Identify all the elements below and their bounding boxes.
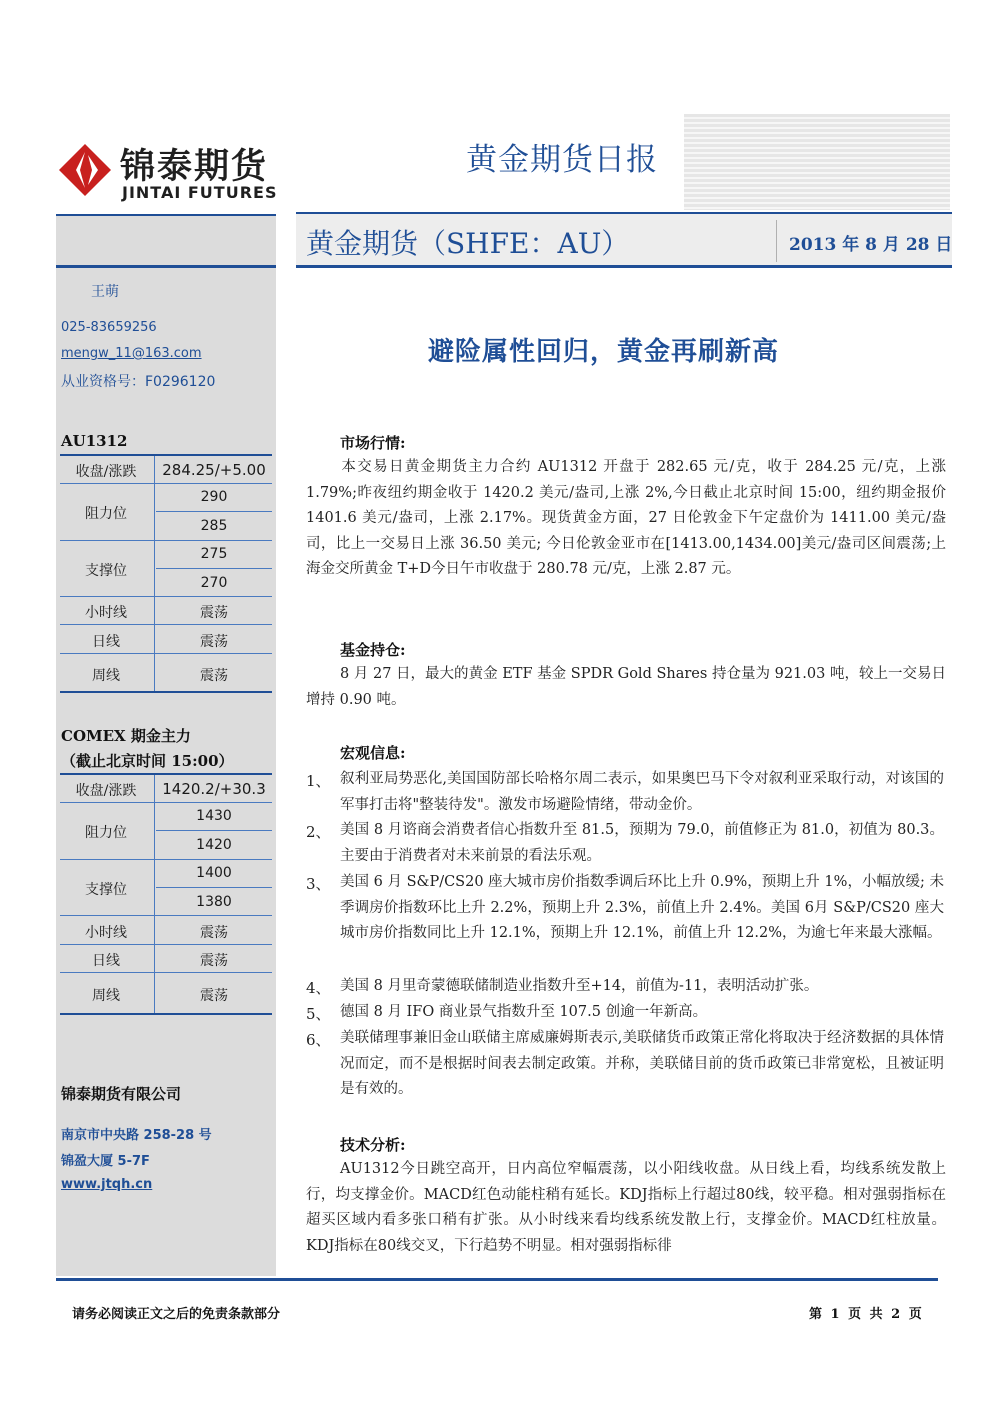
title-bar-bottom-rule xyxy=(296,265,952,268)
company-address-line1: 南京市中央路 258-28 号 xyxy=(61,1128,212,1143)
table1-rule xyxy=(60,540,272,541)
sidebar-top-rule xyxy=(56,214,276,216)
analyst-email-link[interactable]: mengw_11@163.com xyxy=(61,346,202,361)
table2-bottom-rule xyxy=(60,1013,272,1015)
company-name: 锦泰期货有限公司 xyxy=(61,1085,182,1103)
table1-resistance-2: 285 xyxy=(200,518,228,534)
table1-top-rule xyxy=(60,454,272,456)
macro-item-number: 2、 xyxy=(306,823,331,841)
logo-text-en: JINTAI FUTURES xyxy=(122,183,278,202)
section-tech-body xyxy=(306,1157,946,1261)
report-title: 黄金期货日报 xyxy=(466,142,658,178)
table1-rule xyxy=(60,596,272,597)
table2-resistance-label: 阻力位 xyxy=(85,825,127,841)
table1-weekly-label: 周线 xyxy=(92,668,120,684)
table1-support-2: 270 xyxy=(200,575,228,591)
table1-col-divider xyxy=(154,456,155,691)
macro-item-text: 美国 8 月谘商会消费者信心指数升至 81.5，预期为 79.0，前值修正为 81.0，初值为 80.3。主要由于消费者对未来前景的看法乐观。 xyxy=(340,822,944,864)
title-bar-top-rule xyxy=(296,212,952,214)
table1-hourly-label: 小时线 xyxy=(85,605,127,621)
section-macro-title: 宏观信息: xyxy=(340,744,406,762)
section-tech-title: 技术分析: xyxy=(340,1136,406,1154)
analyst-phone: 025-83659256 xyxy=(61,320,157,335)
table1-rule xyxy=(60,483,272,484)
table1-weekly-value: 震荡 xyxy=(200,668,228,684)
table1-support-label: 支撑位 xyxy=(85,563,127,579)
table2-rule xyxy=(156,830,272,831)
section-fund-text: 8 月 27 日，最大的黄金 ETF 基金 SPDR Gold Shares 持仓量为 921.03 吨，较上一交易日增持 0.90 吨。 xyxy=(306,666,946,708)
macro-item-text: 美国 6 月 S&P/CS20 座大城市房价指数季调后环比上升 0.9%，预期上升 1%，小幅放缓; 未季调房价指数环比上升 2.2%，预期上升 2.3%，前值上升 2.4%。美国 6月 S&P/CS20 座大城市房价指数同比上升 12.1%，预期上升 12.1%，前值上升 12.2%，为逾七年来最大涨幅。 xyxy=(340,874,944,942)
table2-close-value: 1420.2/+30.3 xyxy=(162,780,266,798)
macro-item-text: 美国 8 月里奇蒙德联储制造业指数升至+14，前值为-11，表明活动扩张。 xyxy=(340,978,819,994)
table2-rule xyxy=(60,944,272,945)
table1-close-label: 收盘/涨跌 xyxy=(75,464,137,480)
table2-daily-label: 日线 xyxy=(92,953,120,969)
table1-title: AU1312 xyxy=(61,432,128,450)
macro-item-text: 美联储理事兼旧金山联储主席威廉姆斯表示,美联储货币政策正常化将取决于经济数据的具体情况而定，而不是根据时间表去制定政策。并称，美联储目前的货币政策已非常宽松，且被证明是有效的。 xyxy=(340,1030,944,1098)
table2-hourly-label: 小时线 xyxy=(85,925,127,941)
report-date: 2013 年 8 月 28 日 xyxy=(789,235,953,255)
table2-support-label: 支撑位 xyxy=(85,882,127,898)
analyst-cert: 从业资格号：F0296120 xyxy=(61,374,216,390)
table1-support-1: 275 xyxy=(200,546,228,562)
section-fund-title: 基金持仓: xyxy=(340,641,406,659)
table2-daily-value: 震荡 xyxy=(200,953,228,969)
table2-hourly-value: 震荡 xyxy=(200,925,228,941)
macro-item-number: 4、 xyxy=(306,979,331,997)
table2-weekly-value: 震荡 xyxy=(200,988,228,1004)
logo-text-cn: 锦泰期货 xyxy=(120,147,269,187)
table2-weekly-label: 周线 xyxy=(92,988,120,1004)
table1-rule xyxy=(156,511,272,512)
footer-page-number: 第 1 页 共 2 页 xyxy=(809,1307,924,1322)
table2-col-divider xyxy=(154,775,155,1013)
table1-rule xyxy=(60,653,272,654)
table2-rule xyxy=(60,859,272,860)
macro-item-text: 叙利亚局势恶化,美国国防部长哈格尔周二表示，如果奥巴马下令对叙利亚采取行动，对该国的军事打击将"整装待发"。激发市场避险情绪，带动金价。 xyxy=(340,771,944,813)
product-title: 黄金期货（SHFE：AU） xyxy=(306,227,630,260)
article-headline: 避险属性回归，黄金再刷新高 xyxy=(428,337,780,367)
table1-daily-value: 震荡 xyxy=(200,634,228,650)
company-address-line2: 锦盈大厦 5-7F xyxy=(61,1154,150,1169)
table2-resistance-2: 1420 xyxy=(196,837,232,853)
table2-top-rule xyxy=(60,773,272,775)
table1-close-value: 284.25/+5.00 xyxy=(162,461,266,479)
section-market-text: 本交易日黄金期货主力合约 AU1312 开盘于 282.65 元/克，收于 284.25 元/克，上涨 1.79%;昨夜纽约期金收于 1420.2 美元/盎司,上涨 2%,今日截止北京时间 15:00，纽约期金报价 1401.6 美元/盎司，上涨 2.17%。现货黄金方面，27 日伦敦金下午定盘价为 1411.00 美元/盎司，比上一交易日上涨 36.50 美元; 今日伦敦金亚市在[1413.00,1434.00]美元/盎司区间震荡;上海金交所黄金 T+D今日午市收盘于 280.78 元/克，上涨 2.87 元。 xyxy=(306,459,946,578)
macro-item-number: 1、 xyxy=(306,772,331,790)
header-decoration xyxy=(684,114,950,210)
table2-subtitle: （截止北京时间 15:00） xyxy=(61,752,234,770)
logo-diamond-icon xyxy=(58,143,112,197)
table1-bottom-rule xyxy=(60,691,272,693)
macro-item-text: 德国 8 月 IFO 商业景气指数升至 107.5 创逾一年新高。 xyxy=(340,1004,708,1020)
analyst-name: 王萌 xyxy=(91,284,119,300)
table1-resistance-label: 阻力位 xyxy=(85,506,127,522)
section-market-body xyxy=(306,455,946,583)
table1-rule xyxy=(60,624,272,625)
table2-close-label: 收盘/涨跌 xyxy=(75,783,137,799)
table2-rule xyxy=(60,802,272,803)
table1-rule xyxy=(156,568,272,569)
section-market-title: 市场行情: xyxy=(340,434,406,452)
macro-item-number: 6、 xyxy=(306,1031,331,1049)
table2-resistance-1: 1430 xyxy=(196,808,232,824)
section-tech-text: AU1312今日跳空高开，日内高位窄幅震荡，以小阳线收盘。从日线上看，均线系统发散上行，均支撑金价。MACD红色动能柱稍有延长。KDJ指标上行超过80线，较平稳。相对强弱指标在超买区域内看多张口稍有扩张。从小时线来看均线系统发散上行，支撑金价。MACD红柱放量。KDJ指标在80线交叉，下行趋势不明显。相对强弱指标徘 xyxy=(306,1161,946,1254)
table1-hourly-value: 震荡 xyxy=(200,605,228,621)
section-fund-body xyxy=(306,662,946,713)
table1-resistance-1: 290 xyxy=(200,489,228,505)
table2-support-2: 1380 xyxy=(196,894,232,910)
table1-daily-label: 日线 xyxy=(92,634,120,650)
footer-disclaimer-note: 请务必阅读正文之后的免责条款部分 xyxy=(72,1307,281,1322)
sidebar-header-rule xyxy=(56,265,276,268)
footer-rule xyxy=(56,1278,938,1281)
macro-item-number: 3、 xyxy=(306,875,331,893)
macro-item-number: 5、 xyxy=(306,1005,331,1023)
table2-support-1: 1400 xyxy=(196,865,232,881)
title-bar-divider xyxy=(776,220,777,262)
table2-rule xyxy=(156,887,272,888)
table2-title: COMEX 期金主力 xyxy=(61,727,191,745)
table2-rule xyxy=(60,972,272,973)
company-website-link[interactable]: www.jtqh.cn xyxy=(61,1177,153,1192)
table2-rule xyxy=(60,915,272,916)
